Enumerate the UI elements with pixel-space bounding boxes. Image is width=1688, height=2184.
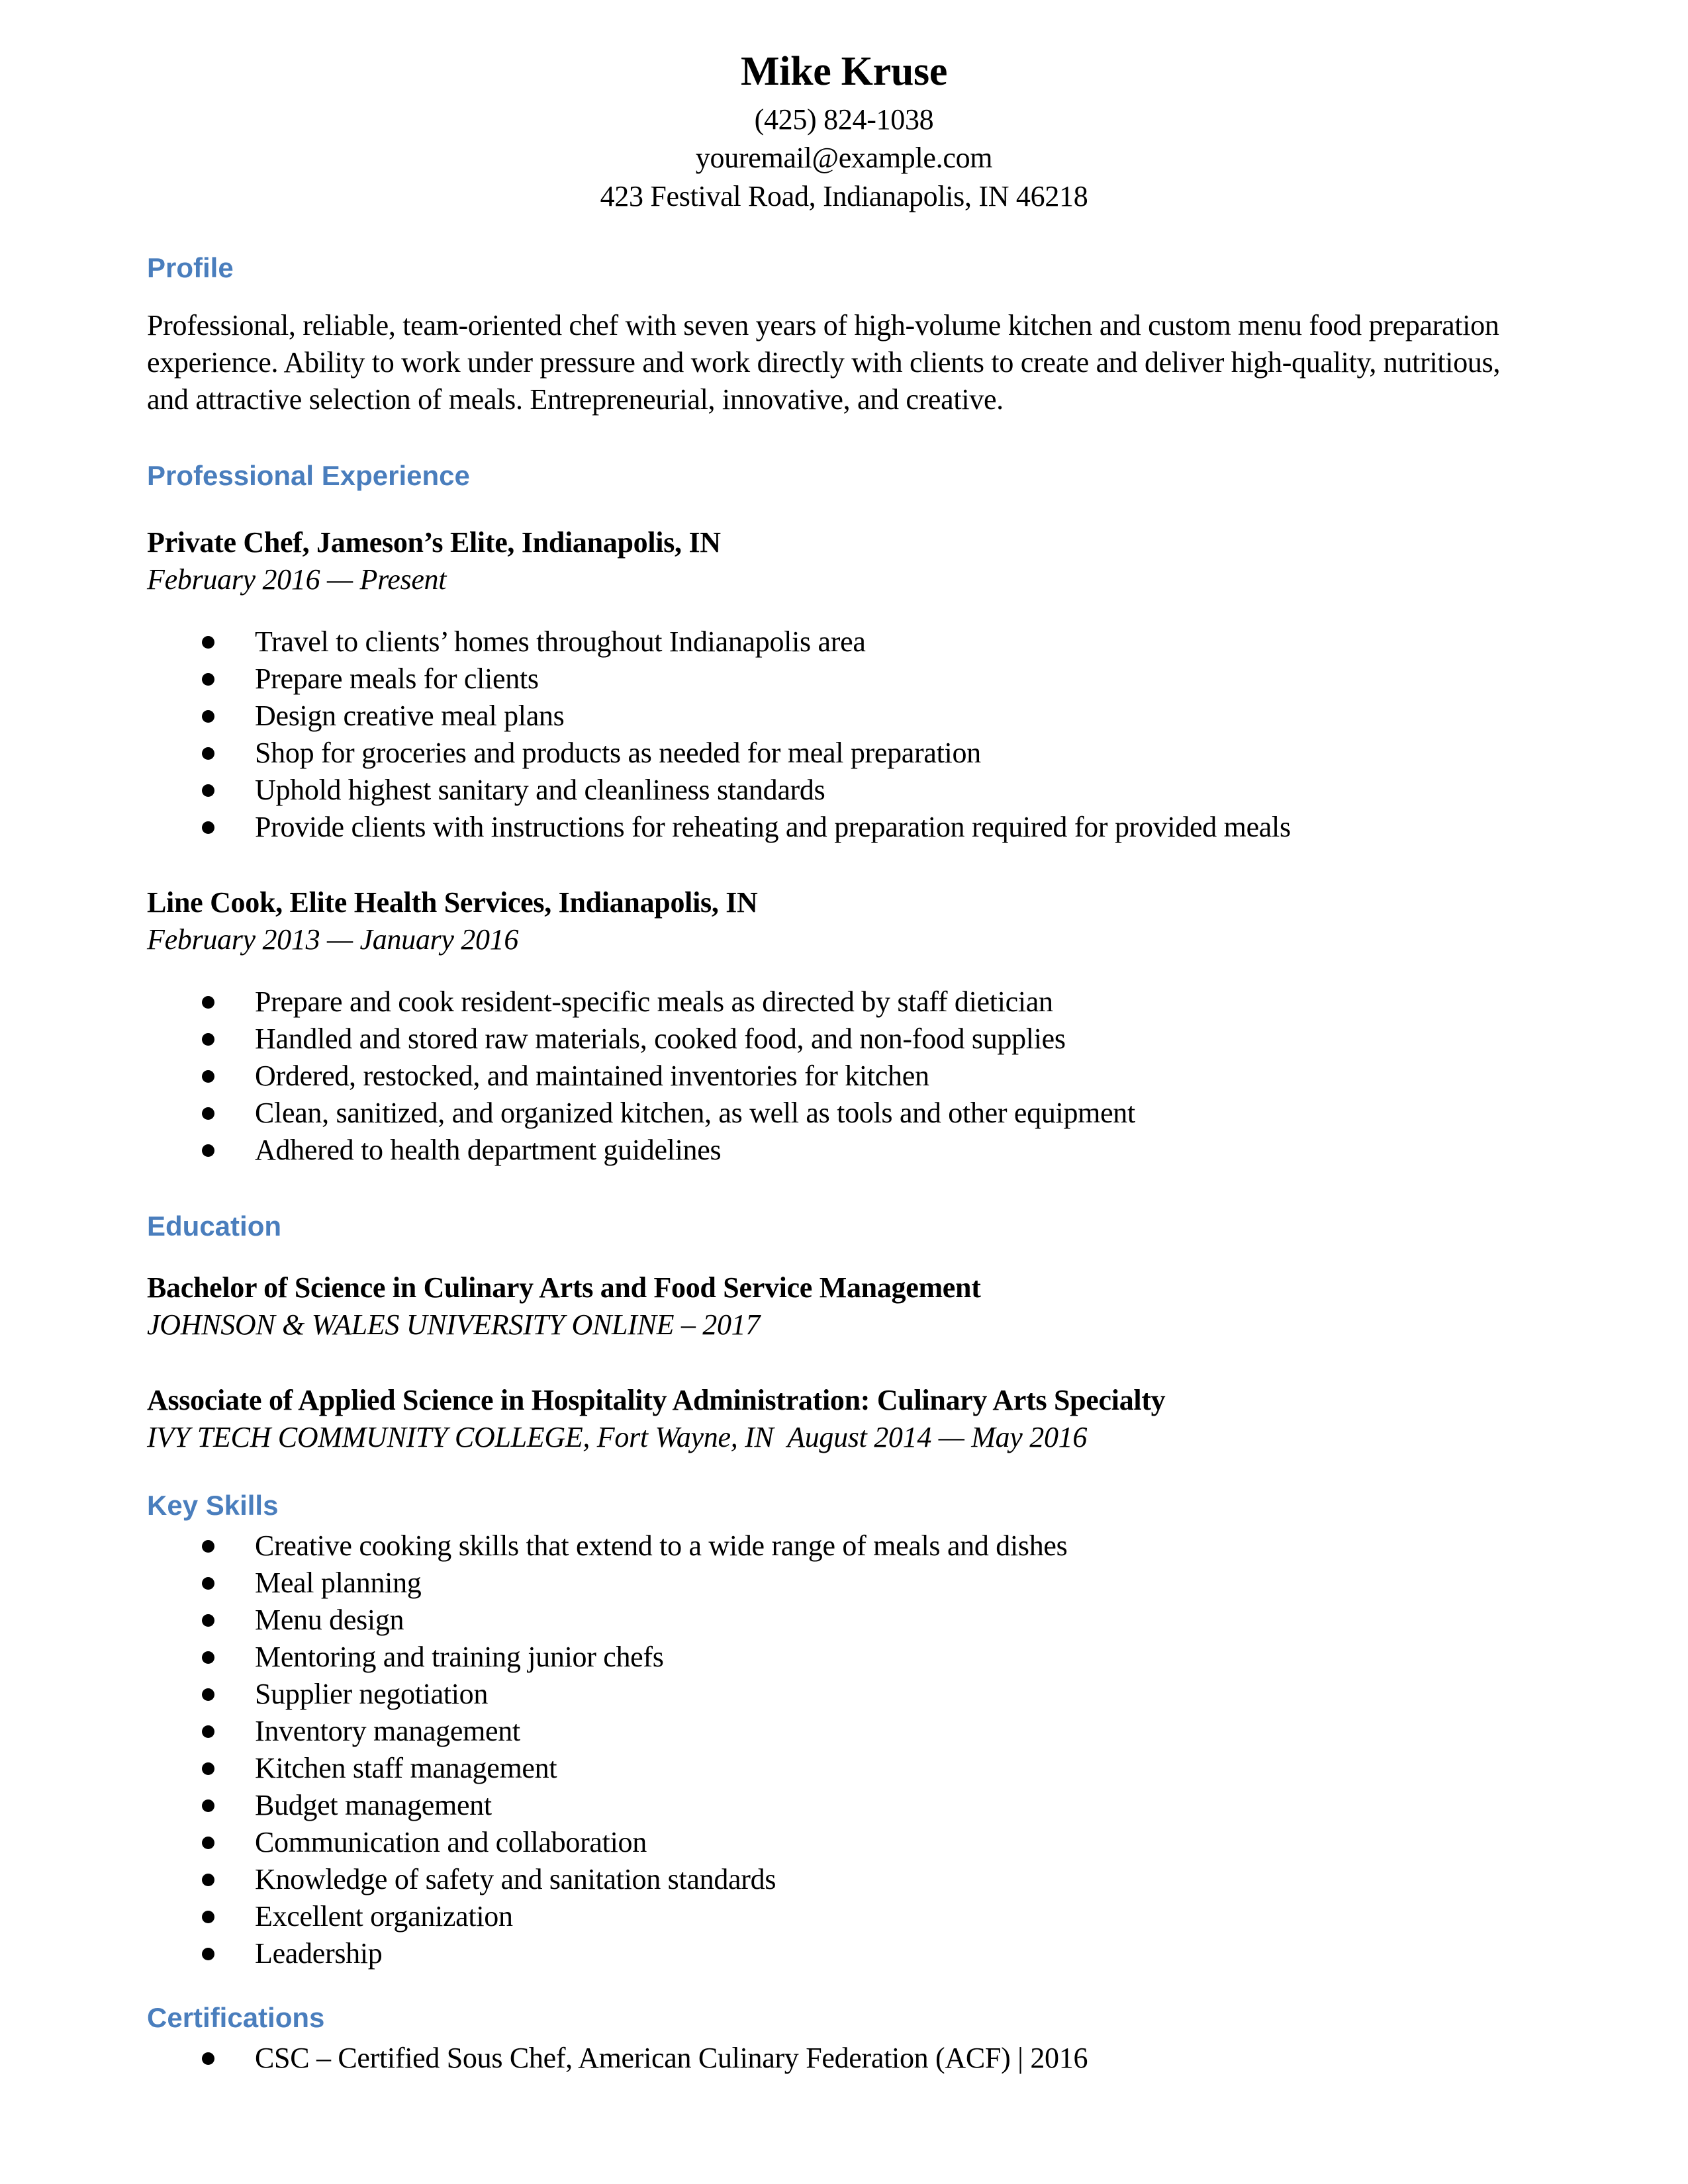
job-bullet: Provide clients with instructions for reheating and preparation required for provided meals	[147, 809, 1541, 846]
section-heading-profile: Profile	[147, 252, 234, 283]
job-bullet-list	[147, 983, 1541, 1169]
skill-item: Excellent organization	[147, 1898, 1541, 1935]
education-entry	[147, 1269, 1541, 1343]
job-bullet: Adhered to health department guidelines	[147, 1132, 1541, 1169]
education-entry	[147, 1382, 1541, 1456]
degree-school: JOHNSON & WALES UNIVERSITY ONLINE – 2017	[147, 1308, 761, 1341]
skill-item: Meal planning	[147, 1565, 1541, 1602]
section-heading-experience: Professional Experience	[147, 460, 470, 491]
job-bullet: Travel to clients’ homes throughout Indianapolis area	[147, 623, 1541, 660]
skill-item: Creative cooking skills that extend to a wide range of meals and dishes	[147, 1527, 1541, 1565]
skill-item: Supplier negotiation	[147, 1676, 1541, 1713]
skill-item: Budget management	[147, 1787, 1541, 1824]
skill-item: Communication and collaboration	[147, 1824, 1541, 1861]
section-heading-key-skills: Key Skills	[147, 1490, 279, 1521]
skill-item: Kitchen staff management	[147, 1750, 1541, 1787]
job-entry	[147, 884, 1541, 1169]
skills-list	[147, 1527, 1541, 1972]
resume-header	[147, 46, 1541, 216]
degree-title: Bachelor of Science in Culinary Arts and Food Service Management	[147, 1271, 981, 1304]
job-dates: February 2013 — January 2016	[147, 923, 519, 956]
job-entry	[147, 524, 1541, 846]
job-bullet-list	[147, 623, 1541, 846]
job-title: Line Cook, Elite Health Services, Indianapolis, IN	[147, 886, 758, 919]
skill-item: Mentoring and training junior chefs	[147, 1639, 1541, 1676]
street-address: 423 Festival Road, Indianapolis, IN 46218	[600, 180, 1088, 212]
certifications-list	[147, 2040, 1541, 2077]
degree-title: Associate of Applied Science in Hospitality Administration: Culinary Arts Specialty	[147, 1384, 1166, 1416]
job-bullet: Prepare meals for clients	[147, 660, 1541, 698]
skill-item: Menu design	[147, 1602, 1541, 1639]
skill-item: Leadership	[147, 1935, 1541, 1972]
job-bullet: Uphold highest sanitary and cleanliness standards	[147, 772, 1541, 809]
job-bullet: Handled and stored raw materials, cooked food, and non-food supplies	[147, 1021, 1541, 1058]
section-heading-education: Education	[147, 1210, 282, 1242]
phone-number: (425) 824-1038	[754, 103, 934, 136]
skill-item: Knowledge of safety and sanitation standards	[147, 1861, 1541, 1898]
degree-school: IVY TECH COMMUNITY COLLEGE, Fort Wayne, IN August 2014 — May 2016	[147, 1421, 1088, 1453]
profile-summary: Professional, reliable, team-oriented chef with seven years of high-volume kitchen and custom menu food preparation experience. Ability to work under pressure and work directly with clients to create and deliver high-quality, nutritious, and attractive selection of meals. Entrepreneurial, innovative, and creative.	[147, 309, 1501, 416]
job-title: Private Chef, Jameson’s Elite, Indianapolis, IN	[147, 526, 721, 559]
job-bullet: Prepare and cook resident-specific meals as directed by staff dietician	[147, 983, 1541, 1021]
job-dates: February 2016 — Present	[147, 563, 447, 596]
job-bullet: Clean, sanitized, and organized kitchen, as well as tools and other equipment	[147, 1095, 1541, 1132]
job-bullet: Ordered, restocked, and maintained inventories for kitchen	[147, 1058, 1541, 1095]
email-address: youremail@example.com	[695, 142, 993, 174]
job-bullet: Design creative meal plans	[147, 698, 1541, 735]
person-name: Mike Kruse	[740, 49, 948, 94]
skill-item: Inventory management	[147, 1713, 1541, 1750]
job-bullet: Shop for groceries and products as needed for meal preparation	[147, 735, 1541, 772]
certification-item: CSC – Certified Sous Chef, American Culinary Federation (ACF) | 2016	[147, 2040, 1541, 2077]
section-heading-certifications: Certifications	[147, 2002, 325, 2033]
